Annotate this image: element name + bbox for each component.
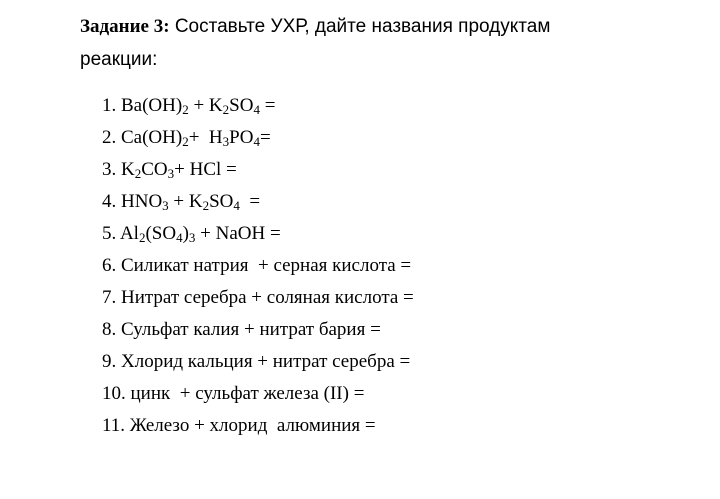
reaction-subscript: 2 <box>182 102 189 117</box>
reaction-text: SO <box>209 191 234 212</box>
reaction-item <box>102 122 414 154</box>
reaction-text: = <box>239 191 261 212</box>
reaction-subscript: 2 <box>202 198 210 213</box>
reaction-text: 2. Ca(OH) <box>102 127 183 148</box>
reaction-subscript: 2 <box>222 102 230 117</box>
reaction-text: 8. Сульфат калия + нитрат бария = <box>102 319 381 340</box>
reaction-text: 5. Al <box>102 223 139 244</box>
reaction-subscript: 4 <box>233 198 240 213</box>
reaction-item <box>102 346 414 378</box>
task-instruction-continued: реакции: <box>80 49 158 70</box>
task-instruction: Составьте УХР, дайте названия продуктам <box>169 16 551 37</box>
reaction-subscript: 2 <box>138 230 146 245</box>
reaction-list <box>102 90 414 442</box>
reaction-text: + HCl = <box>174 159 237 180</box>
reaction-text: 9. Хлорид кальция + нитрат серебра = <box>102 351 411 372</box>
reaction-text: 1. Ba(OH) <box>102 95 183 116</box>
reaction-text: = <box>259 127 271 148</box>
reaction-item <box>102 186 414 218</box>
reaction-text: + K <box>168 191 203 212</box>
task-heading-line1 <box>80 10 680 43</box>
reaction-text: + K <box>188 95 223 116</box>
reaction-subscript: 3 <box>167 166 175 181</box>
reaction-subscript: 3 <box>162 198 169 213</box>
reaction-item <box>102 378 414 410</box>
task-label: Задание 3: <box>80 16 170 37</box>
reaction-text: (SO <box>145 223 177 244</box>
reaction-item <box>102 90 414 122</box>
reaction-text: 11. Железо + хлорид алюминия = <box>102 415 376 436</box>
reaction-subscript: 3 <box>222 134 230 149</box>
task-heading <box>80 10 680 76</box>
reaction-subscript: 2 <box>134 166 142 181</box>
reaction-text: 7. Нитрат серебра + соляная кислота = <box>102 287 414 308</box>
reaction-item <box>102 154 414 186</box>
reaction-text: 6. Силикат натрия + серная кислота = <box>102 255 412 276</box>
reaction-text: PO <box>229 127 254 148</box>
reaction-text: + H <box>188 127 223 148</box>
reaction-subscript: 4 <box>253 102 260 117</box>
reaction-text: 3. K <box>102 159 135 180</box>
reaction-item <box>102 410 414 442</box>
reaction-text: SO <box>229 95 254 116</box>
reaction-subscript: 4 <box>253 134 260 149</box>
reaction-item <box>102 250 414 282</box>
reaction-subscript: 2 <box>182 134 189 149</box>
reaction-subscript: 3 <box>188 230 196 245</box>
reaction-text: + NaOH = <box>195 223 281 244</box>
reaction-subscript: 4 <box>176 230 183 245</box>
reaction-text: = <box>259 95 276 116</box>
reaction-text: 10. цинк + сульфат железа (II) = <box>102 383 365 404</box>
reaction-text: 4. HNO <box>102 191 163 212</box>
reaction-text: CO <box>141 159 168 180</box>
reaction-text: ) <box>182 223 189 244</box>
reaction-item <box>102 282 414 314</box>
reaction-item <box>102 218 414 250</box>
reaction-item <box>102 314 414 346</box>
